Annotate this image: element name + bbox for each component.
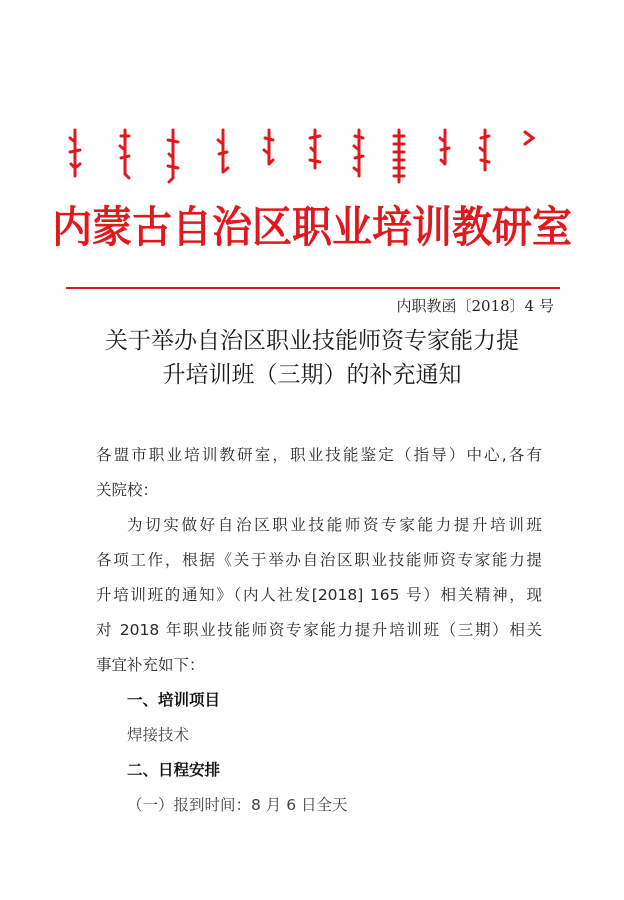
mongolian-word-glyph [438, 128, 452, 168]
section-item: 焊接技术 [127, 726, 190, 744]
organization-name: 内蒙古自治区职业培训教研室 [52, 203, 572, 253]
mongolian-word-glyph [262, 128, 276, 168]
mongolian-word-glyph [216, 128, 230, 176]
document-title [70, 324, 554, 392]
salutation-line: 各盟市职业培训教研室，职业技能鉴定（指导）中心,各有 [96, 446, 542, 464]
intro-line: 对 2018 年职业技能师资专家能力提升培训班（三期）相关 [96, 621, 542, 639]
section-heading: 一、培训项目 [127, 691, 221, 709]
mongolian-word-glyph [522, 128, 536, 148]
title-line: 关于举办自治区职业技能师资专家能力提 [105, 328, 519, 354]
section-item: （一）报到时间：8 月 6 日全天 [127, 796, 348, 814]
mongolian-script-logo [68, 128, 548, 186]
mongolian-word-glyph [68, 128, 82, 180]
intro-line: 各项工作，根据《关于举办自治区职业技能师资专家能力提 [96, 551, 542, 569]
section-heading: 二、日程安排 [127, 761, 221, 779]
document-number: 内职教函〔2018〕4 号 [396, 297, 554, 315]
document-body [96, 438, 542, 823]
title-line: 升培训班（三期）的补充通知 [162, 362, 462, 388]
mongolian-word-glyph [308, 128, 322, 172]
intro-line: 事宜补充如下： [96, 656, 205, 674]
mongolian-word-glyph [478, 128, 492, 174]
mongolian-word-glyph [390, 128, 408, 186]
mongolian-word-glyph [118, 128, 132, 180]
intro-line: 为切实做好自治区职业技能师资专家能力提升培训班 [127, 516, 542, 534]
salutation-line: 关院校： [96, 481, 159, 499]
header-divider [66, 287, 560, 289]
mongolian-word-glyph [166, 128, 180, 184]
mongolian-word-glyph [352, 128, 366, 180]
intro-line: 升培训班的通知》（内人社发[2018] 165 号）相关精神，现 [96, 586, 542, 604]
